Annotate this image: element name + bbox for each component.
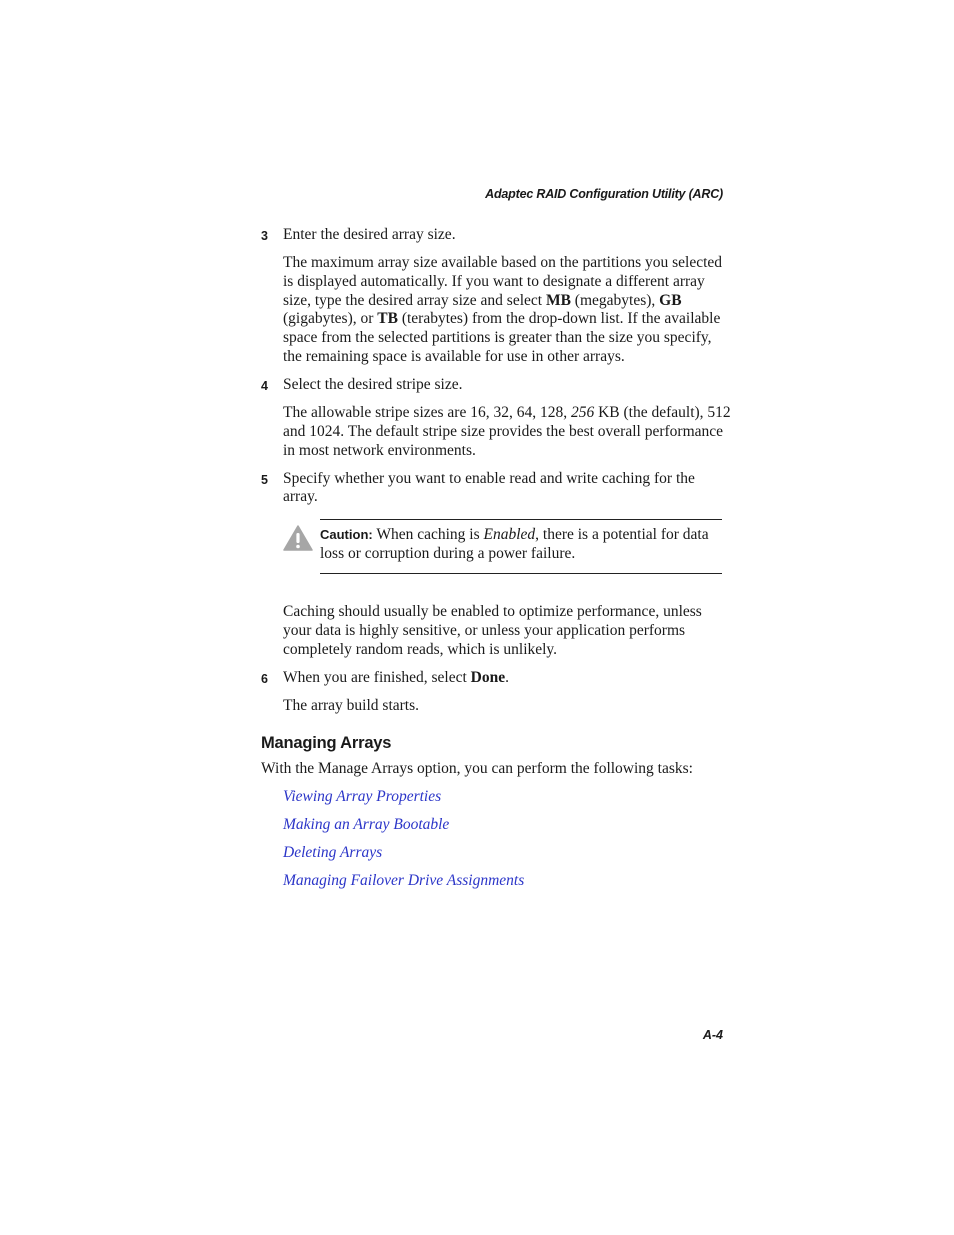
text-run: , there is a potential for data loss or corruption during a power failure. <box>320 526 709 562</box>
link-making-array-bootable[interactable]: Making an Array Bootable <box>283 815 450 833</box>
step-number: 3 <box>261 229 268 243</box>
step-number: 4 <box>261 378 268 393</box>
text-run: (gigabytes), or <box>283 310 378 328</box>
section-heading: Managing Arrays <box>261 733 392 752</box>
step-5 <box>261 470 731 507</box>
caution-label: Caution: <box>320 527 373 543</box>
caution-text <box>320 519 722 573</box>
step-4 <box>261 376 731 395</box>
step-3-detail <box>261 254 731 366</box>
caching-note: Caching should usually be enabled to optimize performance, unless your data is highly sensitive, or unless your application performs completely random reads, which is unlikely. <box>283 603 702 658</box>
step-text <box>283 669 731 688</box>
step-number: 5 <box>261 472 268 487</box>
caution-block <box>283 519 731 583</box>
italic-enabled: Enabled <box>483 526 536 544</box>
text-run: KB (the default), 512 and 1024. The default stripe size provides the best overall performance in most network environments. <box>283 404 731 459</box>
italic-256: 256 <box>570 404 595 422</box>
section-intro: With the Manage Arrays option, you can perform the following tasks: <box>261 759 693 777</box>
step-4-detail <box>261 404 731 460</box>
link-managing-failover-drive-assignments[interactable]: Managing Failover Drive Assignments <box>283 871 525 889</box>
text-run: When caching is <box>372 526 484 544</box>
step-number: 6 <box>261 671 268 686</box>
bold-mb: MB <box>545 291 571 309</box>
text-run: The allowable stripe sizes are 16, 32, 64, 128, <box>283 404 571 422</box>
running-header: Adaptec RAID Configuration Utility (ARC) <box>485 187 723 201</box>
bold-tb: TB <box>377 310 398 328</box>
step-text: Specify whether you want to enable read and write caching for the array. <box>283 469 695 506</box>
text-run: When you are finished, select <box>283 668 471 686</box>
bold-done: Done <box>470 668 506 686</box>
step-text: Select the desired stripe size. <box>283 375 463 393</box>
step-6 <box>261 669 731 688</box>
step-6-result: The array build starts. <box>283 696 420 714</box>
step-3 <box>261 226 731 245</box>
page-number: A-4 <box>702 1028 723 1042</box>
step-text: Enter the desired array size. <box>283 226 456 243</box>
text-run: (megabytes), <box>570 291 660 309</box>
text-run: The maximum array size available based on the partitions you selected is displayed automatically. If you want to designate a different array size, type the desired array size and select <box>283 254 723 309</box>
text-run: (terabytes) from the drop-down list. If the available space from the selected partitions is greater than the size you specify, the remaining space is available for use in other arrays. <box>283 310 721 365</box>
link-viewing-array-properties[interactable]: Viewing Array Properties <box>283 787 442 805</box>
page-content <box>261 226 731 890</box>
bold-gb: GB <box>659 291 682 309</box>
link-deleting-arrays[interactable]: Deleting Arrays <box>283 843 383 861</box>
text-run: . <box>505 668 509 686</box>
warning-triangle-icon <box>283 525 313 551</box>
